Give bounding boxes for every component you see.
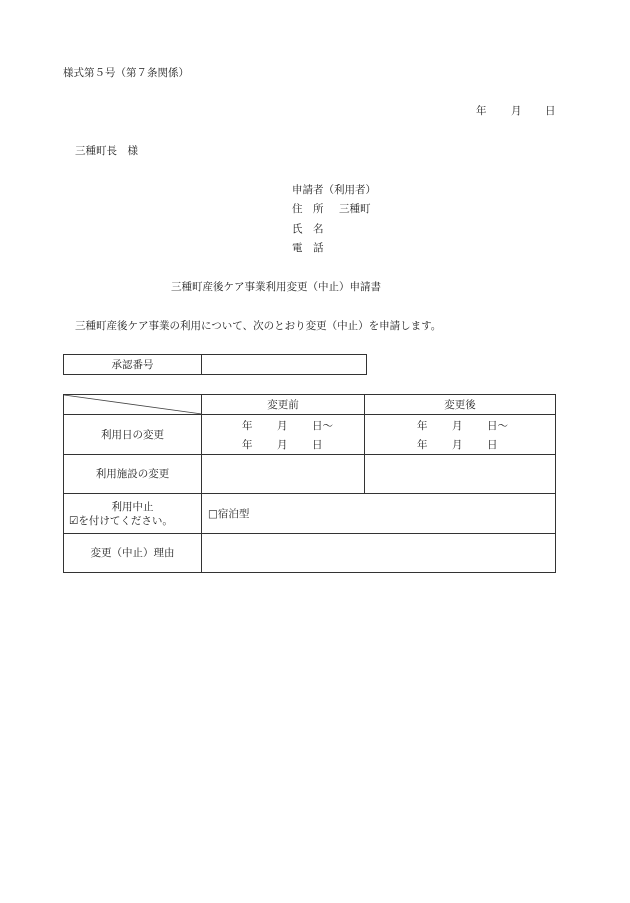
cancel-options-cell <box>202 494 556 534</box>
approval-value-field[interactable] <box>202 355 367 375</box>
cancel-label-line2 <box>64 514 201 528</box>
after-from-day: 日～ <box>487 419 508 432</box>
dates-after-field[interactable] <box>365 415 556 455</box>
applicant-name-label: 氏 名 <box>292 223 324 235</box>
applicant-heading: 申請者（利用者） <box>292 184 376 196</box>
row-label-reason: 変更（中止）理由 <box>64 534 202 573</box>
dates-before-field[interactable] <box>202 415 365 455</box>
row-label-cancel <box>64 494 202 534</box>
before-to-year: 年 <box>242 438 253 451</box>
addressee: 三種町長 様 <box>75 145 138 157</box>
before-from-month: 月 <box>277 419 288 432</box>
checkbox-stay-type[interactable]: □ <box>208 507 218 520</box>
before-from-year: 年 <box>242 419 253 432</box>
approval-label: 承認番号 <box>64 355 202 375</box>
date-day-label: 日 <box>545 105 556 117</box>
after-to-day: 日 <box>487 438 498 451</box>
diagonal-line <box>64 395 202 414</box>
header-before: 変更前 <box>202 395 365 415</box>
facility-before-field[interactable] <box>202 455 365 494</box>
before-to-day: 日 <box>312 438 323 451</box>
date-month-label: 月 <box>511 105 522 117</box>
row-label-dates: 利用日の変更 <box>64 415 202 455</box>
cancel-label-line1: 利用中止 <box>111 500 154 513</box>
date-year-label: 年 <box>476 105 487 117</box>
after-to-year: 年 <box>417 438 428 451</box>
row-label-facility: 利用施設の変更 <box>64 455 202 494</box>
facility-after-field[interactable] <box>365 455 556 494</box>
after-to-month: 月 <box>452 438 463 451</box>
header-after: 変更後 <box>365 395 556 415</box>
change-table <box>63 394 556 573</box>
approval-table <box>63 354 367 375</box>
after-from-year: 年 <box>417 419 428 432</box>
applicant-address-value: 三種町 <box>339 203 371 215</box>
document-title: 三種町産後ケア事業利用変更（中止）申請書 <box>171 281 381 293</box>
body-text: 三種町産後ケア事業の利用について、次のとおり変更（中止）を申請します。 <box>75 320 442 332</box>
applicant-phone-label: 電 話 <box>292 242 324 254</box>
check-mark-icon: ☑ <box>69 514 79 527</box>
after-from-month: 月 <box>452 419 463 432</box>
form-number: 様式第５号（第７条関係） <box>63 67 189 79</box>
before-from-day: 日～ <box>312 419 333 432</box>
applicant-address-label: 住 所 <box>292 203 324 215</box>
option-stay-type: 宿泊型 <box>217 507 250 520</box>
before-to-month: 月 <box>277 438 288 451</box>
reason-field[interactable] <box>202 534 556 573</box>
corner-cell <box>64 395 202 415</box>
cancel-instruction: を付けてください。 <box>78 514 173 527</box>
